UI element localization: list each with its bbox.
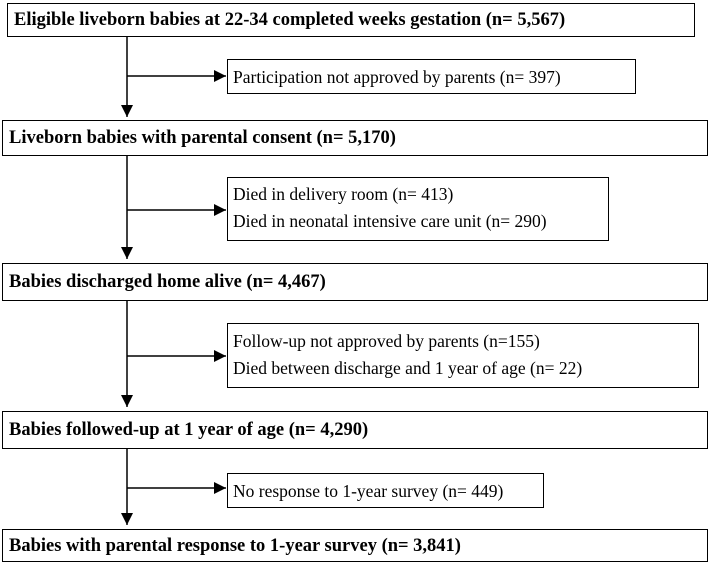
step-label: Liveborn babies with parental consent (n= 5,170)	[9, 128, 396, 148]
step-label: Babies with parental response to 1-year survey (n= 3,841)	[9, 536, 461, 556]
exclusion-box-no-response	[227, 473, 544, 508]
step-box-survey-response	[2, 529, 708, 562]
exclusion-label: Died between discharge and 1 year of age (n= 22)	[233, 358, 583, 378]
step-box-discharged	[2, 263, 708, 301]
step-box-followed-up	[2, 411, 708, 449]
exclusion-box-not-approved	[227, 59, 636, 94]
exclusion-box-died	[227, 177, 609, 241]
step-label: Babies discharged home alive (n= 4,467)	[9, 272, 326, 292]
exclusion-label: Participation not approved by parents (n= 397)	[233, 67, 561, 87]
step-box-eligible	[7, 3, 695, 37]
step-label: Eligible liveborn babies at 22-34 completed weeks gestation (n= 5,567)	[14, 10, 566, 30]
exclusion-label: No response to 1-year survey (n= 449)	[233, 481, 504, 501]
exclusion-box-follow-up-lost	[227, 323, 699, 388]
step-label: Babies followed-up at 1 year of age (n= 4,290)	[9, 420, 369, 440]
exclusion-label: Follow-up not approved by parents (n=155)	[233, 331, 540, 351]
step-box-consent	[2, 120, 708, 156]
exclusion-label: Died in neonatal intensive care unit (n= 290)	[233, 211, 547, 231]
exclusion-label: Died in delivery room (n= 413)	[233, 184, 454, 204]
